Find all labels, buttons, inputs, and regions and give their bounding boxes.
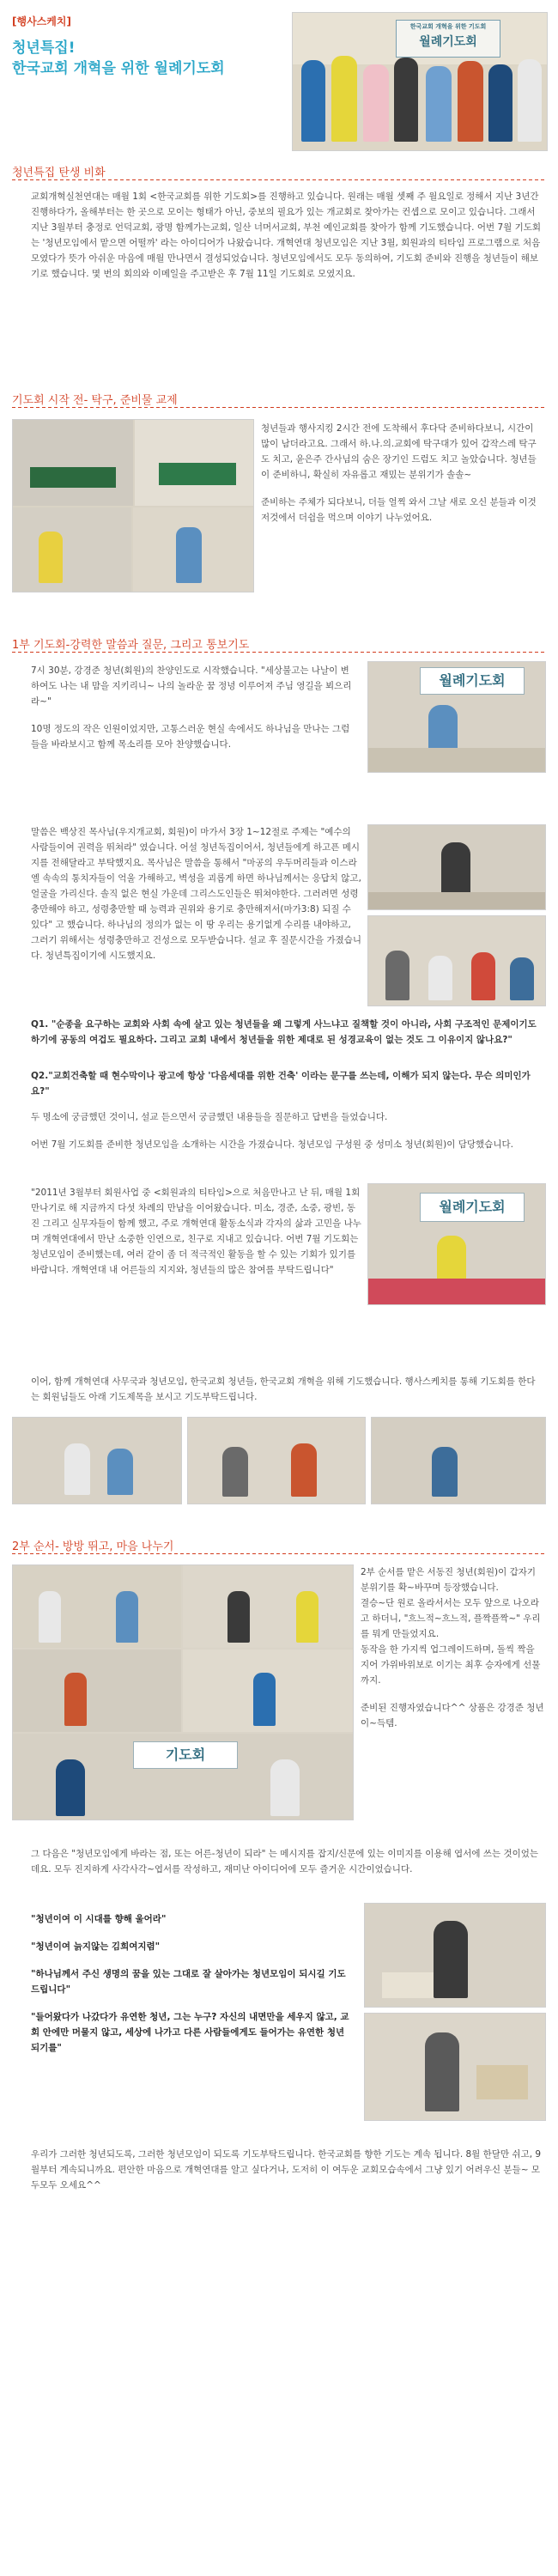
title-line-2: 한국교회 개혁을 위한 월례기도회 (12, 60, 225, 77)
paragraph-text: 어번 7월 기도회를 준비한 청년모임을 소개하는 시간을 가졌습니다. 청년모임 구성원 중 성미소 청년(회원)이 담당했습니다. (31, 1139, 513, 1150)
section-paragraph (261, 421, 544, 526)
section-divider (12, 652, 546, 653)
postcard-quote: "들어왔다가 나갔다가 유연한 청년, 그는 누구? 자신의 내면만을 세우지 않고, 교회 안에만 머물지 않고, 세상에 나가고 다른 사람들에게도 들어가는 유연한 청년되기를" (31, 2012, 349, 2053)
paragraph-text: 우리가 그러한 청년되도록, 그러한 청년모임이 되도록 기도부탁드립니다. 한국교회를 향한 기도는 계속 됩니다. 8월 한달만 쉬고, 9월부터 계속되니까요. 편안한 마음으로 개혁연대를 알고 싶다거나, 도저히 이 여두운 교회모습속에서 그냥 있기 어려우신 분들~ 모두모두 오세요^^ (31, 2149, 542, 2190)
paragraph-text: 7시 30분, 강경준 청년(회원)의 찬양인도로 시작했습니다. "세상불고는 나날이 변하여도 나는 내 맘을 지키리니~ 나의 놀라운 꿈 정녕 이루어져 주님 영길을 뵈으리라~" (31, 665, 352, 707)
paragraph-text: 준비된 진행자였습니다^^ 상품은 강경준 청년이~득템. (361, 1703, 544, 1728)
group-photo (292, 12, 548, 151)
paragraph-text: 2부 순서를 맡은 서동진 청년(회원)이 갑자기 분위기를 확~바꾸며 등장했습니다. (361, 1567, 536, 1593)
paragraph-text: 결승~단 원로 올라서서는 모두 앞으로 나오라고 하더니, "흐느적~흐느적, 플짝플짝~" 우리를 뭐게 만들었지요. (361, 1598, 541, 1639)
worship-leader-photo (367, 661, 546, 773)
postcard-quote: "청년이여 이 시대를 향해 울어라" (31, 1914, 167, 1924)
prayer-photo-left (12, 1417, 182, 1504)
section-divider (12, 179, 546, 180)
question-1: Q1. "순종을 요구하는 교회와 사회 속에 살고 있는 청년들을 왜 그렇게 사느냐고 질책할 것이 아니라, 사회 구조적인 문제이기도 하기에 공동의 여겁도 필요하다. 그리고 교회 내에서 청년들을 위한 제대로 된 성경교육이 없는 것도 그 이유이지 않나요?" (31, 1019, 537, 1045)
question-2: Q2."교회건축할 때 현수막이나 광고에 항상 '다음세대를 위한 건축' 이라는 문구를 쓰는데, 이해가 되지 않는다. 무슨 의미인가요?" (31, 1071, 531, 1097)
paragraph-text: 10명 정도의 작은 인원이었지만, 고통스러운 현실 속에서도 하나님을 만나는 그럼들을 바라보시고 함께 목소리를 모아 찬양했습니다. (31, 724, 350, 750)
paragraph-text: 두 명소에 궁금했던 것이니, 설교 듣으면서 궁금했던 내용들을 질문하고 답변을 들었습니다. (31, 1112, 388, 1122)
section-divider (12, 407, 546, 408)
section-title: 기도회 시작 전- 탁구, 준비물 교제 (12, 394, 178, 407)
youth-group-quote (31, 1185, 362, 1278)
section-paragraph (31, 1374, 543, 1405)
paragraph-text: 교회개혁실천연대는 매월 1회 <한국교회를 위한 기도회>를 진행하고 있습니다. 원래는 매월 셋째 주 월요일로 정해서 지난 3년간 진행하다가, 올해부터는 한 곳으로 모이는 형태가 아닌, 중보의 필요가 있는 개교회로 찾아가는 컨셉으로 모이고 있습니다. 그래서 지난 3월부터 충정로 언덕교회, 광명 함께가는교회, 일산 너머서교회, 부천 예인교회를 찾아가 함께 기도했습니다. 어번 7월 기도회는 '청년모임에서 맡으면 어떨까' 라는 아이디어가 나왔습니다. 개혁연대 청년모임은 지난 3월, 회원과의 티타임 프로그램으로 처음 모였다가 뜻가 아쉬운 마음에 매월 만나면서 결성되었습니다. 청년모임에서도 모두 동의하여, 기도회 준비와 진행을 청년들이 해보기로 했습니다. 몇 번의 회의와 이메일을 주고받은 후 7월 11일 기도회로 모였지요. (31, 191, 542, 279)
section-paragraph (361, 1564, 544, 1731)
paragraph-text: 동작을 한 가지씩 업그레이드하며, 돌씩 짝을 지어 가위바위보로 이기는 최후 승자에게 선물까지. (361, 1644, 541, 1686)
banner-title: 월례기도회 (420, 1193, 525, 1222)
section-paragraph (31, 189, 543, 282)
section-divider (12, 1553, 546, 1554)
section-paragraph (31, 1846, 543, 1877)
paragraph-text: 준비하는 주체가 되다보니, 더들 얼찍 와서 그날 새로 오신 분들과 이것저것에서 더쉽을 먹으며 이야기 나누었어요. (261, 497, 537, 523)
paragraph-text: 그 다음은 "청년모임에게 바라는 점, 또는 어른-청년이 되라" 는 메시지를 잡지/신문에 있는 이미지를 이용해 엽서에 쓰는 것이었는데요. 모두 진지하게 사각사각~엽서를 작성하고, 재미난 아이디어에 모두 즐거운 시간이었습니다. (31, 1849, 539, 1874)
banner-caption: 한국교회 개혁을 위한 기도회 (409, 23, 487, 30)
postcard-quote: "하나님께서 주신 생명의 꿈을 있는 그대로 잘 살아가는 청년모임이 되시길 기도드립니다" (31, 1969, 346, 1995)
postcard-photo-top (364, 1903, 546, 2008)
banner-title: 월례기도회 (419, 35, 477, 49)
section-title: 2부 순서- 방방 뛰고, 마음 나누기 (12, 1540, 174, 1553)
banner-title: 월례기도회 (420, 667, 525, 695)
title-line-1: 청년특집! (12, 39, 76, 57)
postcard-photo-bottom (364, 2013, 546, 2121)
quote-text: "2011년 3월부터 회원사업 중 <회원과의 티타임>으로 처음만나고 난 뒤, 매월 1회 만나기로 해 지금까지 다섯 차례의 만남을 이어왔습니다. 미소, 경준, 소중, 광빈, 동진 그리고 실무자들이 함께 했고, 주로 개혁연대 활동소식과 각자의 삶과 고민을 나누며 개혁연대에서 만난 소중한 인연으로, 친구로 지내고 있습니다. 어번 7월 기도회는 청년모임이 준비했는데, 여러 같이 좀 더 적극적인 활동을 할 수 있는 기회가 있기를 바랍니다. 개혁연대 내 어른들의 지지와, 청년들의 많은 참여를 부탁드립니다" (31, 1188, 361, 1275)
section-paragraph (31, 824, 362, 963)
section-paragraph (31, 1109, 543, 1152)
game-photo-collage (12, 1564, 354, 1820)
sermon-photo (367, 824, 546, 910)
prayer-photo-right (371, 1417, 546, 1504)
paragraph-text: 청년들과 행사지킹 2시간 전에 도착해서 후다닥 준비하다보니, 시간이 많이 남더라고요. 그래서 하.나.의.교회에 탁구대가 있어 갑작스레 탁구도 치고, 윤은주 간사님의 숨은 장기인 드럼도 치고 놀았습니다. 청년들이 준비하니, 확실히 자유롭고 재밌는 분위기가 솔솔~ (261, 423, 537, 480)
paragraph-text: 이어, 함께 개혁연대 사무국과 청년모임, 한국교회 청년들, 한국교회 개혁을 위해 기도했습니다. 행사스케치를 통해 기도회를 한다는 회원님들도 아래 기도제목을 보시고 기도부탁드립니다. (31, 1376, 536, 1402)
section-title: 청년특집 탄생 비화 (12, 167, 106, 179)
article-title (12, 38, 225, 79)
section-title: 1부 기도회-강력한 말씀과 질문, 그리고 통보기도 (12, 639, 250, 652)
postcard-quote: "청년이여 늙지않는 김희여지렴" (31, 1941, 161, 1952)
article-category-tag: [행사스케치] (12, 15, 71, 27)
section-paragraph (31, 663, 357, 752)
prayer-photo-middle (187, 1417, 366, 1504)
postcard-quotes (31, 1911, 352, 2056)
banner-title: 기도회 (133, 1741, 238, 1769)
youth-speaker-photo (367, 1183, 546, 1305)
pingpong-photo-collage (12, 419, 254, 592)
audience-photo (367, 915, 546, 1006)
closing-paragraph (31, 2147, 543, 2193)
paragraph-text: 말씀은 백상진 목사님(우지개교회, 회원)이 마가서 3장 1~12절로 주제는 "예수의 사람들이여 권력을 뛰쳐라" 였습니다. 어설 청년독집이어서, 청년들에게 하고픈 메시지를 전해달라고 부탁했지요. 목사님은 말씀을 통해서 "마공의 우두머리들과 이스라엘 속속의 통치자들이 억울 가해하고, 벽성을 괴롭게 하면 하나님께서는 응답치 않고, 얼굴을 가리신다. 솔직 없은 현실 가운데 그리스도인들은 뛰쳐야한다. 그러려면 성령충만해야 하고, 성령충만할 때 능력과 권위와 용기로 충만해져서(마가3:8) 되질 수 있다" 고 했습니다. 하나님의 정의가 없는 이 땅 우리는 용기없게 수리를 내야하고, 그러기 위해서는 성령충만하고 건성으로 모두받습니다. 설교 후 질문시간을 가졌습니다. 청년특집이기에 시도했지요. (31, 827, 362, 961)
